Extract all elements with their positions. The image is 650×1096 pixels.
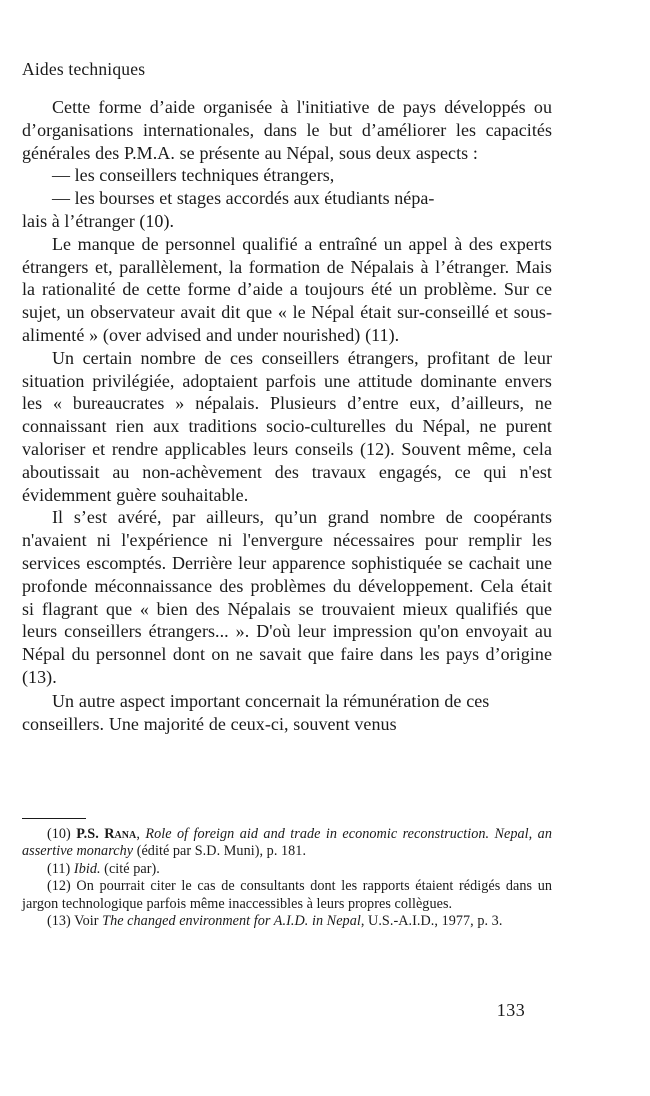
list-item-scholarships-continuation: lais à l’étranger (10).: [22, 210, 175, 231]
list-item-scholarships: — les bourses et stages accordés aux étudiants népa-: [52, 188, 435, 209]
paragraph-remuneration: Un autre aspect important concernait la rémunération de ces conseillers. Une majorité de ceux-ci, souvent venus: [22, 690, 490, 734]
footnote-run: Role of foreign aid and trade in economic reconstruction. Nepal, an assertive monarchy: [22, 826, 552, 860]
paragraph-foreign-advisors: Un certain nombre de ces conseillers étrangers, profitant de leur situation privilégiée, adoptaient parfois une attitude dominante envers les « bureaucrates » népalais. Plusieurs d’entre eux, d’ailleurs, ne connaissant rien aux traditions socio-culturelles du Népal, ne purent valoriser et rendre applicables leurs conseils (12). Souvent même, cela aboutissait au non-achèvement des travaux engagés, ce qui n'est évidemment guère souhaitable.: [22, 347, 552, 505]
page-number-value: 133: [496, 1000, 526, 1020]
footnote-run: Rana: [104, 826, 137, 842]
paragraph-qualified-personnel: Le manque de personnel qualifié a entraîné un appel à des experts étrangers et, parallèlement, la formation de Népalais à l’étranger. Mais la rationalité de cette forme d’aide a toujours été un problème. Sur ce sujet, un observateur avait dit que « le Népal était sur-conseillé et sous-alimenté » (over advised and under nourished) (11).: [22, 233, 552, 345]
footnote-run: , U.S.-A.I.D., 1977, p. 3.: [360, 913, 503, 930]
page-number: [0, 1000, 650, 1021]
footnote-run: (12) On pourrait citer le cas de consultants dont les rapports étaient rédigés dans un jargon technologique parfois même inaccessibles à leurs propres collègues.: [22, 878, 552, 912]
footnote-11: [22, 861, 552, 878]
footnote-12: [22, 878, 552, 913]
section-heading: Aides techniques: [22, 59, 146, 79]
footnote-10: [22, 826, 552, 861]
footnote-run: (cité par).: [100, 860, 160, 877]
footnote-run: P.S.: [76, 826, 105, 842]
page-body: [22, 58, 552, 735]
footnote-run: (13) Voir: [47, 913, 103, 930]
footnote-run: (édité par S.D. Muni), p. 181.: [133, 843, 307, 860]
footnote-block: [22, 818, 552, 930]
footnote-run: (10): [47, 826, 77, 842]
footnote-separator-rule: [22, 818, 86, 819]
footnote-run: The changed environment for A.I.D. in Nepal: [102, 913, 361, 930]
footnote-run: (11): [47, 860, 74, 877]
footnote-13: [22, 913, 552, 930]
list-item-advisors: — les conseillers techniques étrangers,: [52, 165, 335, 186]
footnote-run: ,: [136, 826, 146, 842]
paragraph-cooperants: Il s’est avéré, par ailleurs, qu’un grand nombre de coopérants n'avaient ni l'expérience ni l'envergure nécessaires pour remplir les services escomptés. Derrière leur apparence sophistiquée se cachait une profonde méconnaissance des problèmes du développement. Cela était si flagrant que « bien des Népalais se trouvaient mieux qualifiés que leurs conseillers étrangers... ». D'où leur impression qu'on envoyait au Népal du personnel dont on ne savait que faire dans les pays d’origine (13).: [22, 507, 552, 687]
footnote-run: Ibid.: [73, 860, 101, 877]
paragraph-intro: Cette forme d’aide organisée à l'initiative de pays développés ou d’organisations internationales, dans le but d’améliorer les capacités générales des P.M.A. se présente au Népal, sous deux aspects :: [22, 97, 552, 163]
